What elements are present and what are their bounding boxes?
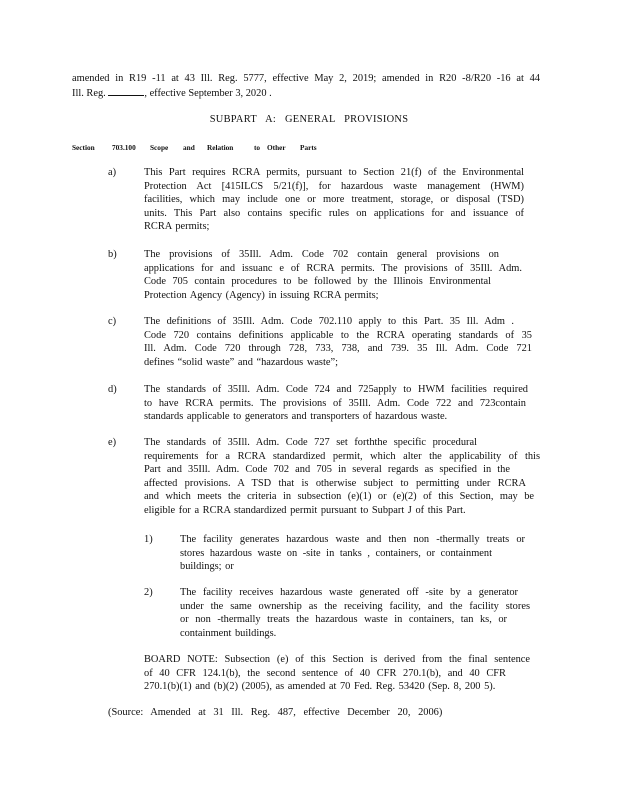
paragraph-line: Protection Agency (Agency) in issuing RCRA permits; [144, 289, 379, 301]
section-title-word: Relation [207, 143, 234, 152]
paragraph-line: The definitions of 35Ill. Adm. Code 702.110 apply to this Part. 35 Ill. Adm . [144, 316, 514, 327]
subparagraph-line: The facility generates hazardous waste and then non -thermally treats or [180, 534, 525, 545]
paragraph-c [144, 315, 532, 369]
paragraph-line: eligible for a RCRA standardized permit pursuant to Subpart J of this Part. [144, 504, 466, 516]
amendment-reg-prefix: Ill. Reg. [72, 88, 106, 99]
board-note-line: of 40 CFR 124.1(b), the second sentence of 40 CFR 270.1(b), and 40 CFR [144, 667, 506, 679]
paragraph-line: The provisions of 35Ill. Adm. Code 702 contain general provisions on [144, 249, 499, 260]
subparagraph-line: or non -thermally treats the hazardous waste in containers, tan ks, or [180, 614, 507, 625]
paragraph-b [144, 248, 522, 302]
section-title-word: and [183, 143, 195, 152]
paragraph-line: RCRA permits; [144, 221, 210, 232]
source-note: (Source: Amended at 31 Ill. Reg. 487, effective December 20, 2006) [108, 707, 443, 718]
amendment-history-line-2 [72, 86, 272, 101]
paragraph-d [144, 383, 528, 424]
paragraph-line: The standards of 35Ill. Adm. Code 727 set forththe specific procedural [144, 437, 477, 448]
section-title-word: Parts [300, 143, 317, 152]
paragraph-line: standards applicable to generators and transporters of hazardous waste. [144, 411, 448, 422]
paragraph-line: Code 705 contain procedures to be followed by the Illinois Environmental [144, 276, 491, 287]
subpart-heading: SUBPART A: GENERAL PROVISIONS [209, 114, 409, 125]
paragraph-line: Part and 35Ill. Adm. Code 702 and 705 in several regards as specified in the [144, 464, 510, 475]
subparagraph-line: The facility receives hazardous waste generated off -site by a generator [180, 587, 518, 598]
subparagraph-2 [180, 586, 530, 640]
board-note-line: BOARD NOTE: Subsection (e) of this Section is derived from the final sentence [144, 654, 530, 665]
paragraph-line: to have RCRA permits. The provisions of 35Ill. Adm. Code 722 and 723contain [144, 397, 526, 409]
paragraph-line: and which meets the criteria in subsection (e)(1) or (e)(2) of this Section, may be [144, 491, 534, 502]
subparagraph-line: buildings; or [180, 561, 234, 572]
paragraph-line: This Part requires RCRA permits, pursuant to Section 21(f) of the Environmental [144, 167, 524, 178]
paragraph-line: Protection Act [415ILCS 5/21(f)], for hazardous waste management (HWM) [144, 180, 524, 192]
paragraph-line: Ill. Adm. Code 720 through 728, 733, 738, and 739. 35 Ill. Adm. Code 721 [144, 343, 532, 354]
paragraph-line: units. This Part also contains specific rules on applications for and issuance of [144, 207, 524, 219]
subparagraph-line: under the same ownership as the receiving facility, and the facility stores [180, 600, 530, 612]
subparagraph-line: stores hazardous waste on -site in tanks , containers, or containment [180, 547, 492, 559]
subparagraph-1 [180, 533, 525, 574]
paragraph-line: affected provisions. A TSD that is otherwise subject to permitting under RCRA [144, 477, 526, 489]
paragraph-label: e) [108, 437, 117, 448]
paragraph-line: requirements for a RCRA standardized permit, which alter the applicability of this [144, 450, 540, 462]
amendment-effective-date: , effective September 3, 2020 . [144, 88, 272, 99]
paragraph-line: Code 720 contains definitions applicable to the RCRA operating standards of 35 [144, 329, 532, 341]
section-title-word: Scope [150, 143, 169, 152]
section-title-word: to [254, 143, 261, 152]
section-title-word: Other [267, 143, 286, 152]
blank-register-field [108, 86, 144, 96]
paragraph-line: defines “solid waste” and “hazardous waste”; [144, 356, 338, 368]
paragraph-label: d) [108, 384, 117, 395]
paragraph-line: applications for and issuanc e of RCRA permits. The provisions of 35Ill. Adm. [144, 262, 522, 274]
paragraph-label: a) [108, 167, 117, 178]
paragraph-label: c) [108, 316, 117, 327]
board-note-line: 270.1(b)(1) and (b)(2) (2005), as amended at 70 Fed. Reg. 53420 (Sep. 8, 200 5). [144, 681, 496, 692]
paragraph-line: facilities, which may include one or more treatment, storage, or disposal (TSD) [144, 194, 524, 205]
board-note [144, 653, 530, 694]
subparagraph-label: 1) [144, 534, 153, 545]
paragraph-a [144, 166, 524, 234]
section-label: Section [72, 143, 95, 152]
paragraph-e [144, 436, 540, 517]
paragraph-line: The standards of 35Ill. Adm. Code 724 and 725apply to HWM facilities required [144, 384, 528, 395]
paragraph-label: b) [108, 249, 117, 260]
subparagraph-line: containment buildings. [180, 627, 277, 639]
amendment-history-line-1: amended in R19 -11 at 43 Ill. Reg. 5777, effective May 2, 2019; amended in R20 -8/R20 -16 at 44 [72, 73, 540, 84]
subparagraph-label: 2) [144, 587, 153, 598]
section-number: 703.100 [112, 143, 136, 152]
